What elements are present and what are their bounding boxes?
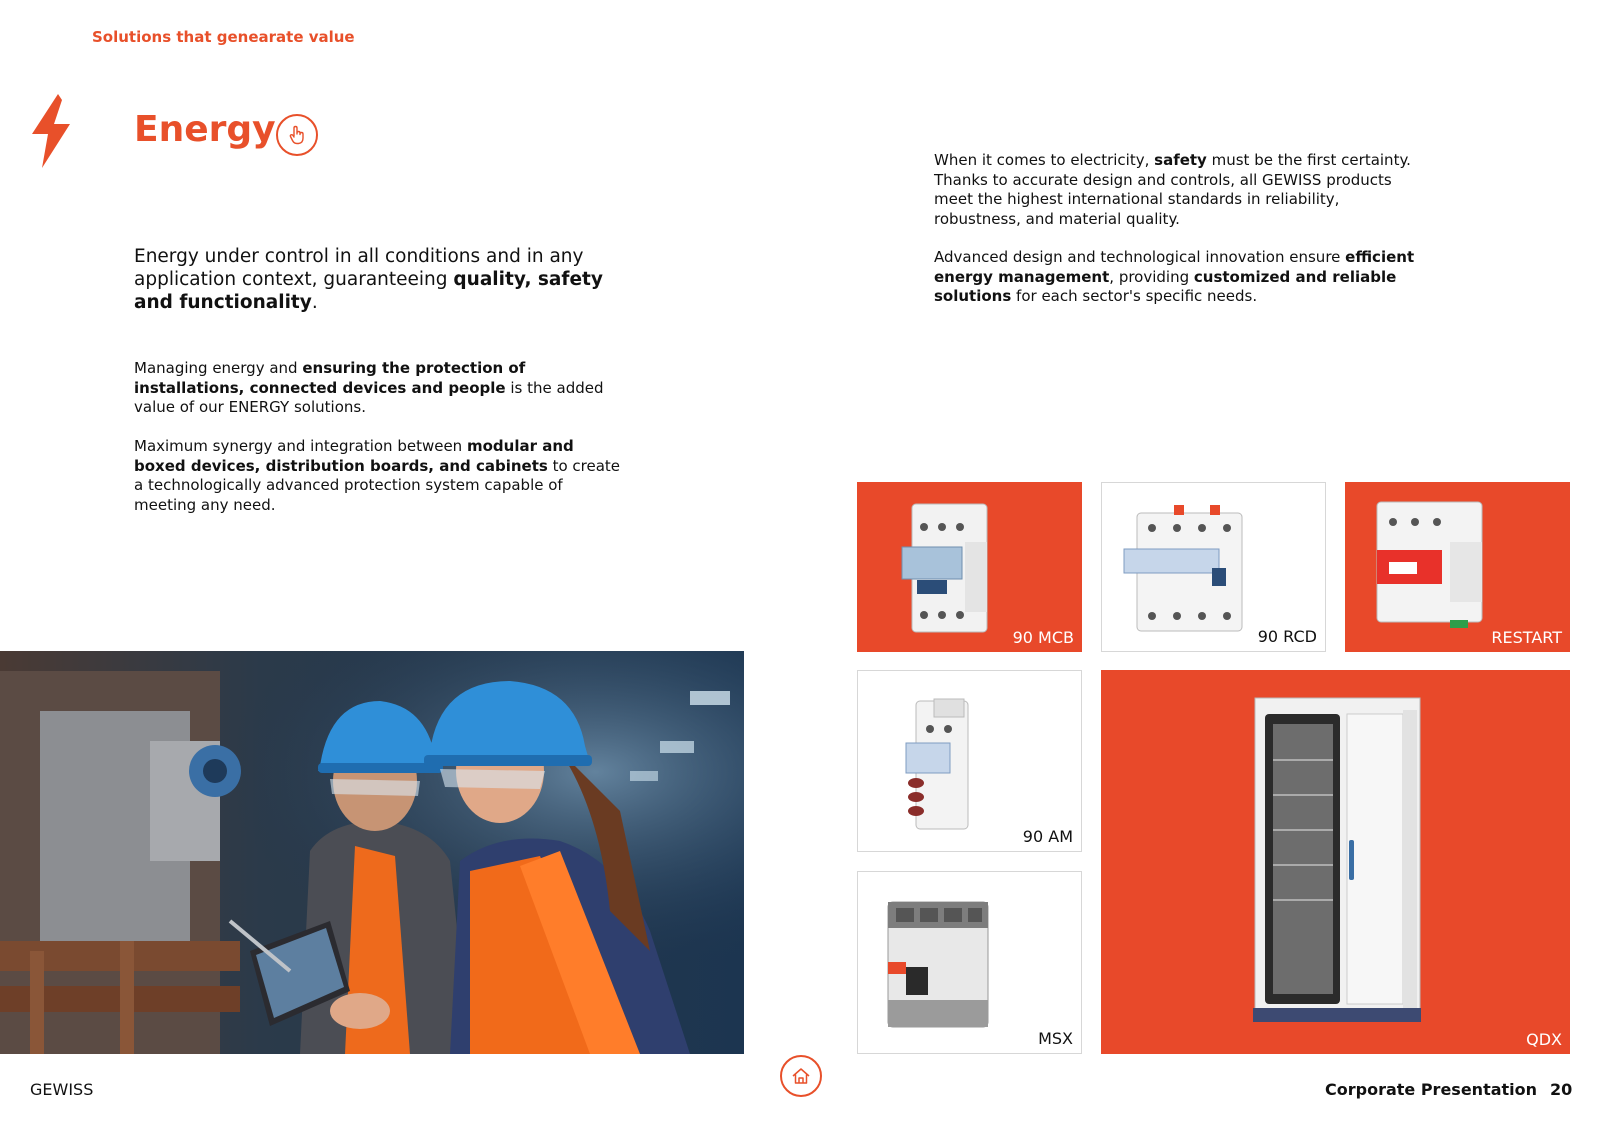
product-label: MSX <box>1038 1029 1073 1048</box>
right-paragraph-safety: When it comes to electricity, safety must be the first certainty. Thanks to accurate design and controls, all GEWISS products meet the highest international standards in reliability, robustness, and material quality. <box>934 151 1411 228</box>
page-number: 20 <box>1550 1080 1573 1099</box>
right-paragraph-innovation: Advanced design and technological innovation ensure efficient energy management, providing customized and reliable solutions for each sector's specific needs. <box>934 248 1415 305</box>
eyebrow-title: Solutions that genearate value <box>92 28 355 46</box>
product-tile-msx[interactable] <box>857 871 1082 1054</box>
footer-presentation-title: Corporate Presentation <box>1325 1080 1538 1099</box>
product-tile-90-rcd[interactable] <box>1101 482 1326 652</box>
home-icon[interactable] <box>780 1055 822 1097</box>
restart-device-image <box>1345 482 1570 652</box>
intro-paragraph-protection: Managing energy and ensuring the protection of installations, connected devices and people is the added value of our ENERGY solutions. <box>134 359 604 416</box>
product-tile-90-mcb[interactable] <box>857 482 1082 652</box>
product-label: 90 RCD <box>1257 627 1317 646</box>
product-label: 90 AM <box>1022 827 1073 846</box>
intro-lead: Energy under control in all conditions and in any application context, guaranteeing quality, safety and functionality. <box>134 246 603 313</box>
footer-brand: GEWISS <box>30 1080 94 1099</box>
lightning-bolt-icon <box>28 94 72 168</box>
product-tile-restart[interactable] <box>1345 482 1570 652</box>
product-label: QDX <box>1526 1030 1562 1049</box>
page-title: Energy <box>134 109 276 150</box>
am-device-image <box>858 671 1082 852</box>
product-label: RESTART <box>1491 628 1562 647</box>
product-tile-qdx[interactable] <box>1101 670 1570 1054</box>
engineers-photo <box>0 651 744 1054</box>
product-tile-90-am[interactable] <box>857 670 1082 852</box>
product-label: 90 MCB <box>1012 628 1074 647</box>
mcb-device-image <box>857 482 1082 652</box>
msx-device-image <box>858 872 1082 1054</box>
qdx-cabinet-image <box>1101 670 1570 1054</box>
intro-paragraph-synergy: Maximum synergy and integration between modular and boxed devices, distribution boards, and cabinets to create a technologically advanced protection system capable of meeting any need. <box>134 437 621 514</box>
hand-pointer-icon[interactable] <box>276 114 318 156</box>
